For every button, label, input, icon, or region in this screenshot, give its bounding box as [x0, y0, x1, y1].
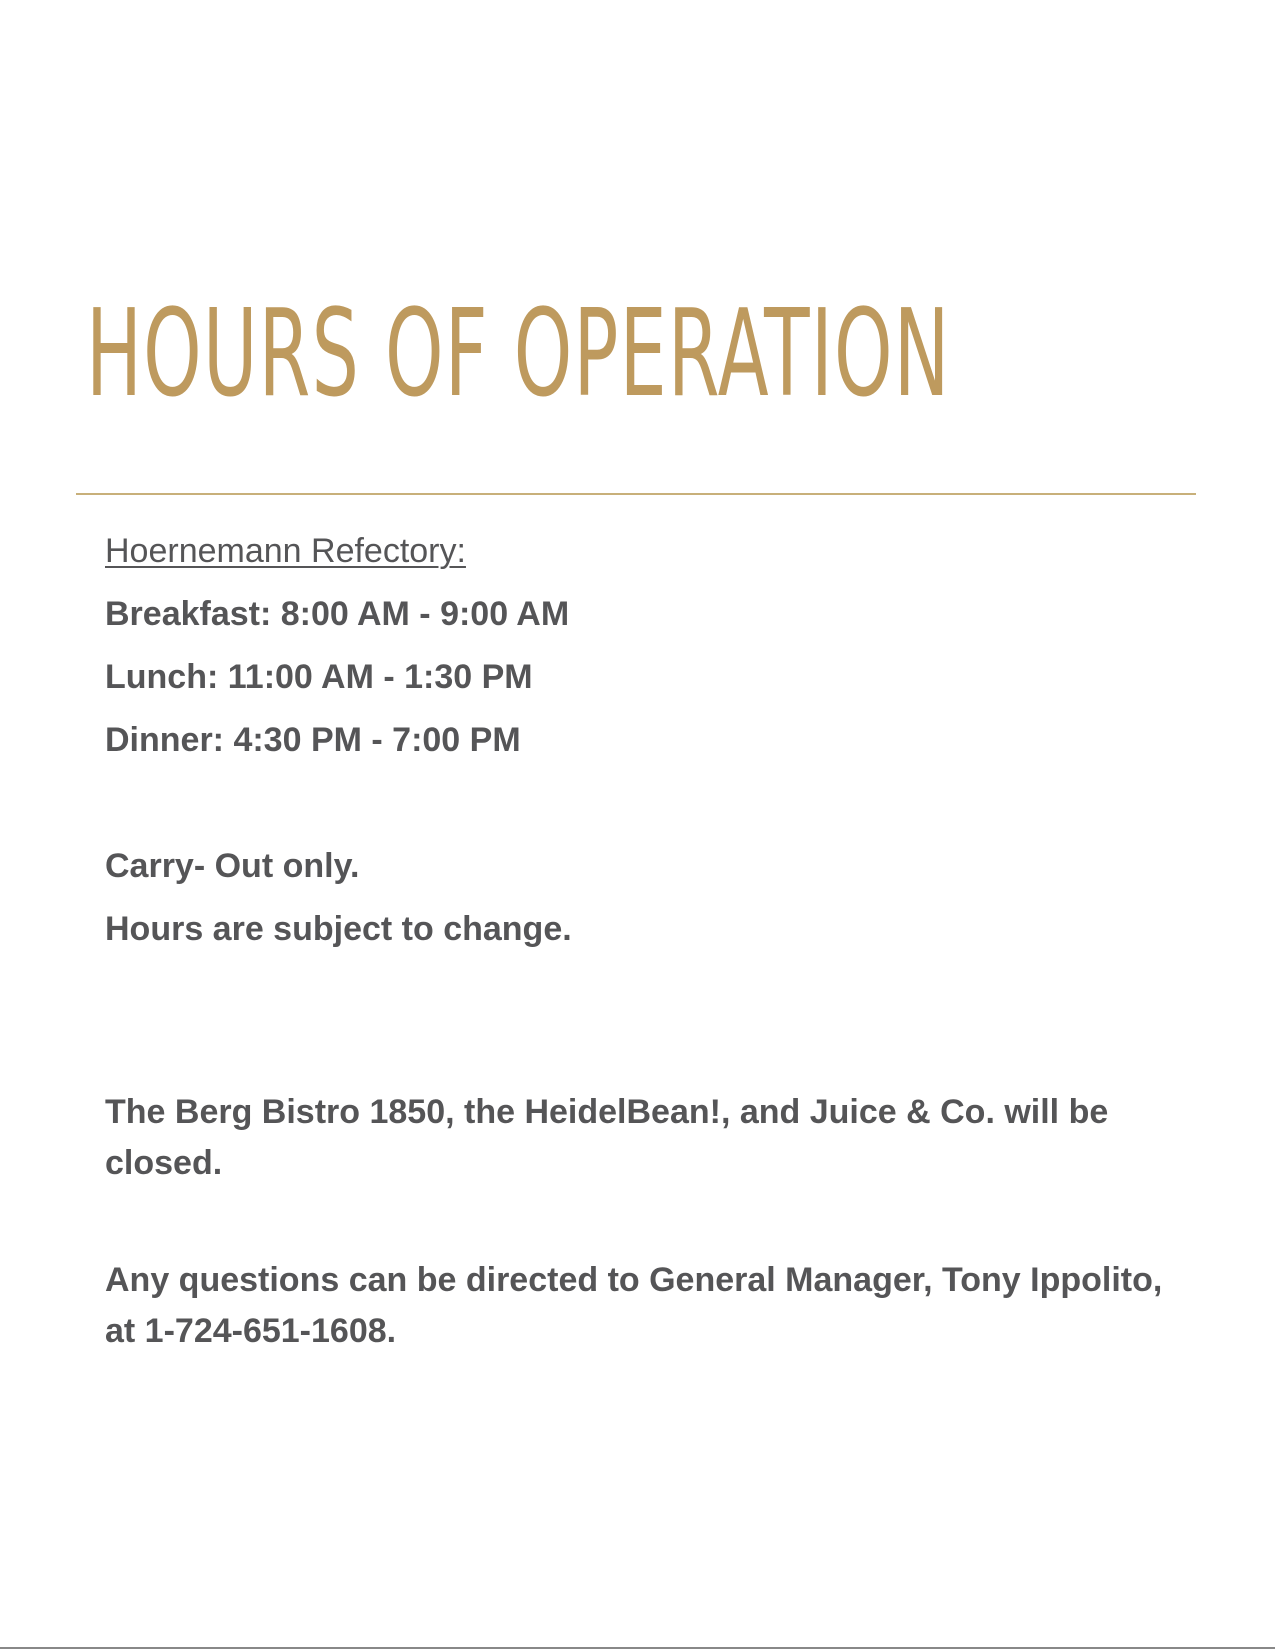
- hours-change-note: Hours are subject to change.: [105, 910, 572, 948]
- title-divider: [76, 493, 1196, 495]
- carry-out-note: Carry- Out only.: [105, 847, 360, 885]
- contact-notice: Any questions can be directed to General Manager, Tony Ippolito, at 1-724-651-1608.: [105, 1261, 1163, 1350]
- page-bottom-border: [0, 1647, 1275, 1649]
- refectory-heading: Hoernemann Refectory:: [105, 532, 466, 570]
- hours-content: [105, 520, 1185, 1357]
- dinner-hours: Dinner: 4:30 PM - 7:00 PM: [105, 721, 521, 759]
- lunch-hours: Lunch: 11:00 AM - 1:30 PM: [105, 658, 533, 696]
- breakfast-hours: Breakfast: 8:00 AM - 9:00 AM: [105, 595, 570, 633]
- closures-notice: The Berg Bistro 1850, the HeidelBean!, and Juice & Co. will be closed.: [105, 1093, 1109, 1182]
- page-title: HOURS OF OPERATION: [86, 285, 951, 424]
